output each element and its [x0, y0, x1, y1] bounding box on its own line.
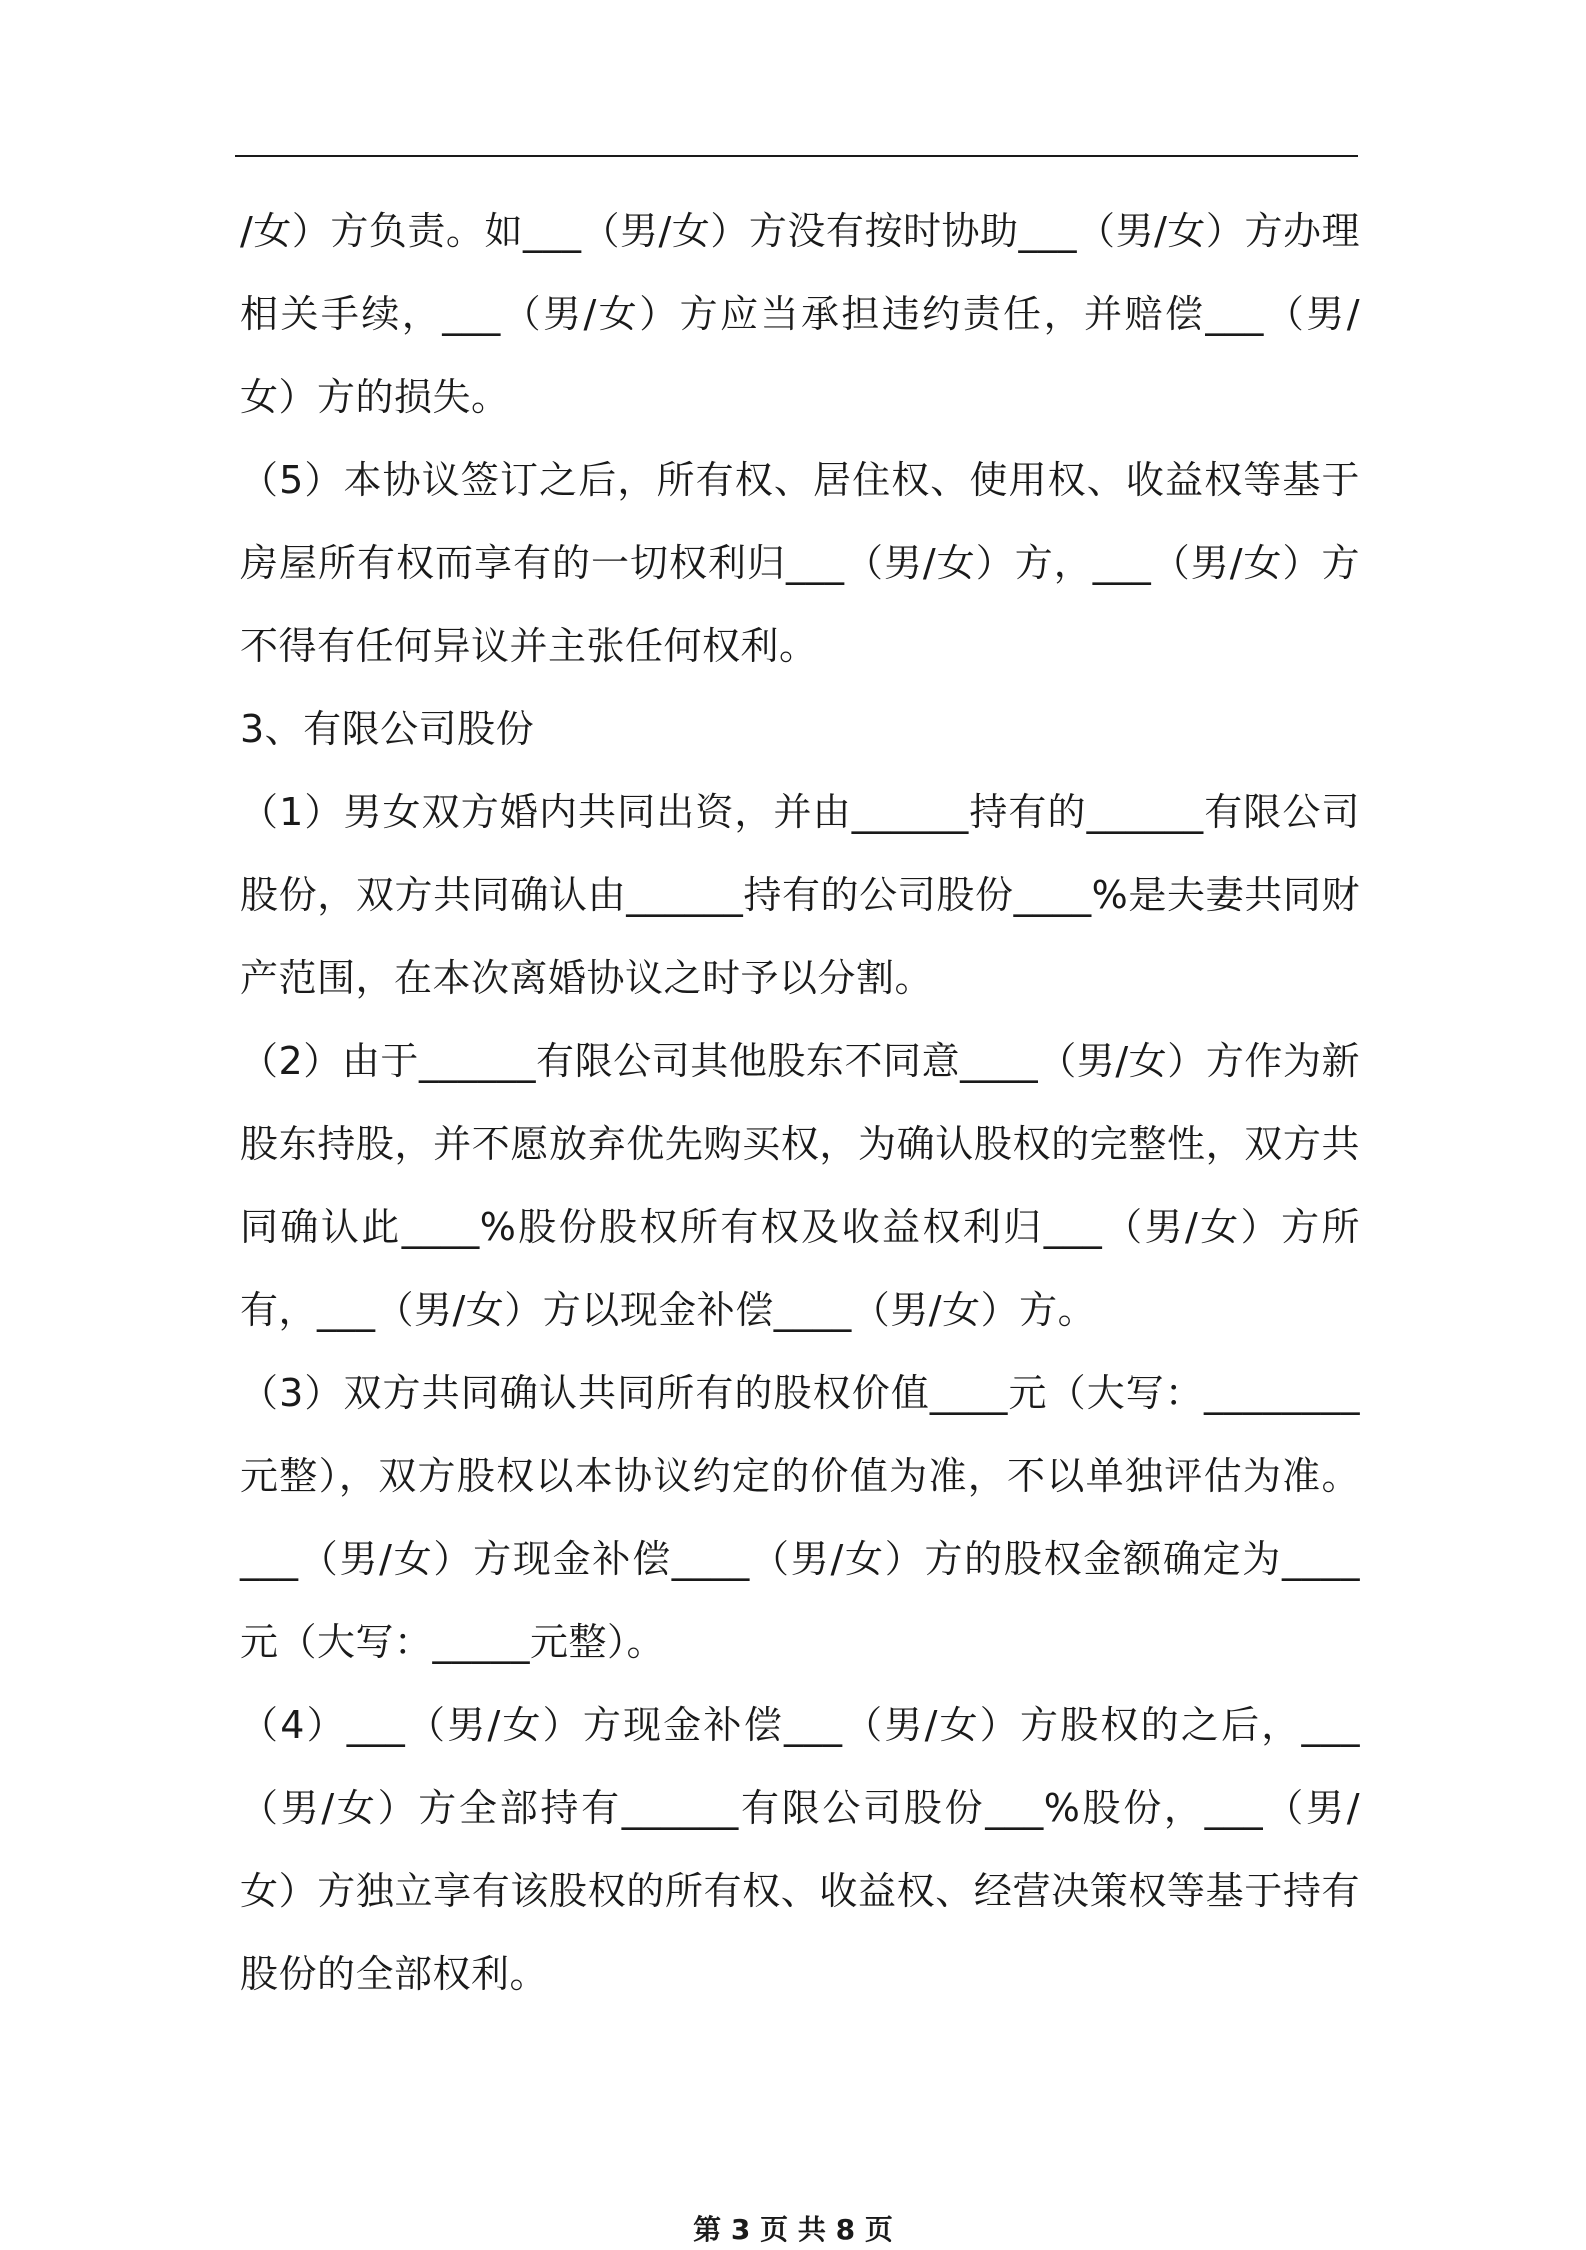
document-body: [240, 190, 1360, 2016]
paragraph-clause-5: （5）本协议签订之后，所有权、居住权、使用权、收益权等基于房屋所有权而享有的一切权利归___（男/女）方，___（男/女）方不得有任何异议并主张任何权利。: [240, 458, 1360, 668]
page-number-footer: 第 3 页 共 8 页: [693, 2213, 893, 2246]
header-rule: [235, 155, 1358, 157]
paragraph-continuation: /女）方负责。如___（男/女）方没有按时协助___（男/女）方办理相关手续，___（男/女）方应当承担违约责任，并赔偿___（男/女）方的损失。: [240, 209, 1360, 419]
paragraph-clause-2: （2）由于______有限公司其他股东不同意____（男/女）方作为新股东持股，并不愿放弃优先购买权，为确认股权的完整性，双方共同确认此____%股份股权所有权及收益权利归___（男/女）方所有，___（男/女）方以现金补偿____（男/女）方。: [240, 1039, 1360, 1332]
paragraph-clause-1: （1）男女双方婚内共同出资，并由______持有的______有限公司股份，双方共同确认由______持有的公司股份____%是夫妻共同财产范围，在本次离婚协议之时予以分割。: [240, 790, 1360, 1000]
paragraph-clause-3: （3）双方共同确认共同所有的股权价值____元（大写：________元整），双方股权以本协议约定的价值为准，不以单独评估为准。___（男/女）方现金补偿____（男/女）方的股权金额确定为____元（大写：_____元整）。: [240, 1371, 1360, 1664]
section-heading-company-shares: 3、有限公司股份: [240, 707, 535, 751]
paragraph-clause-4: （4）___（男/女）方现金补偿___（男/女）方股权的之后，___（男/女）方全部持有______有限公司股份___%股份，___（男/女）方独立享有该股权的所有权、收益权、经营决策权等基于持有股份的全部权利。: [240, 1703, 1360, 1996]
